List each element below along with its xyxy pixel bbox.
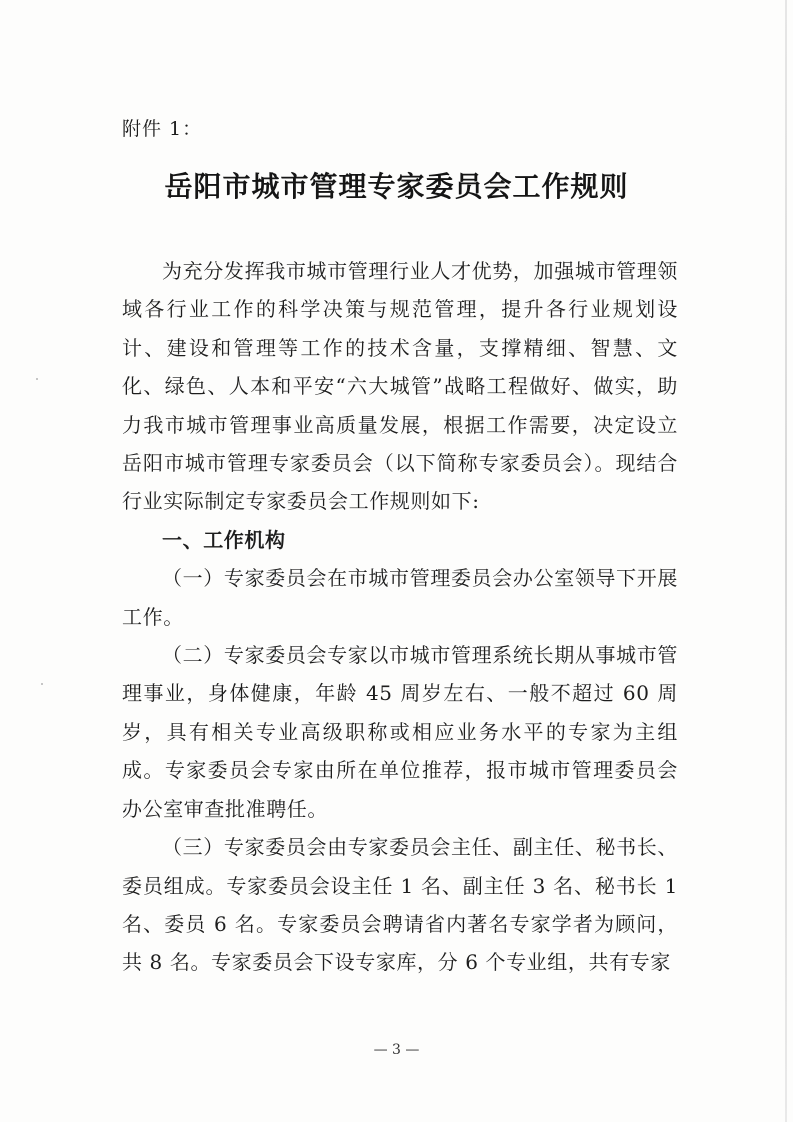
attachment-label: 附件 1： xyxy=(122,118,203,140)
clause-1-paragraph: （一）专家委员会在市城市管理委员会办公室领导下开展工作。 xyxy=(122,566,678,629)
clause-2-paragraph: （二）专家委员会专家以市城市管理系统长期从事城市管理事业，身体健康，年龄 45 周岁左右、一般不超过 60 周岁，具有相关专业高级职称或相应业务水平的专家为主组成。专家委员会专家由所在单位推荐，报市城市管理委员会办公室审查批准聘任。 xyxy=(122,643,678,821)
document-body xyxy=(122,252,678,982)
section-heading-work-organization: 一、工作机构 xyxy=(162,527,286,552)
scan-speck xyxy=(41,683,43,685)
page-number: — 3 — xyxy=(373,1042,420,1058)
scan-speck xyxy=(36,378,38,380)
clause-3-paragraph: （三）专家委员会由专家委员会主任、副主任、秘书长、委员组成。专家委员会设主任 1 名、副主任 3 名、秘书长 1 名、委员 6 名。专家委员会聘请省内著名专家学者为顾问，共 8 名。专家委员会下设专家库，分 6 个专业组，共有专家 xyxy=(122,835,678,975)
intro-paragraph: 为充分发挥我市城市管理行业人才优势，加强城市管理领域各行业工作的科学决策与规范管理，提升各行业规划设计、建设和管理等工作的技术含量，支撑精细、智慧、文化、绿色、人本和平安“六大城管”战略工程做好、做实，助力我市城市管理事业高质量发展，根据工作需要，决定设立岳阳市城市管理专家委员会（以下简称专家委员会）。现结合行业实际制定专家委员会工作规则如下: xyxy=(122,259,678,514)
document-title: 岳阳市城市管理专家委员会工作规则 xyxy=(164,170,629,203)
